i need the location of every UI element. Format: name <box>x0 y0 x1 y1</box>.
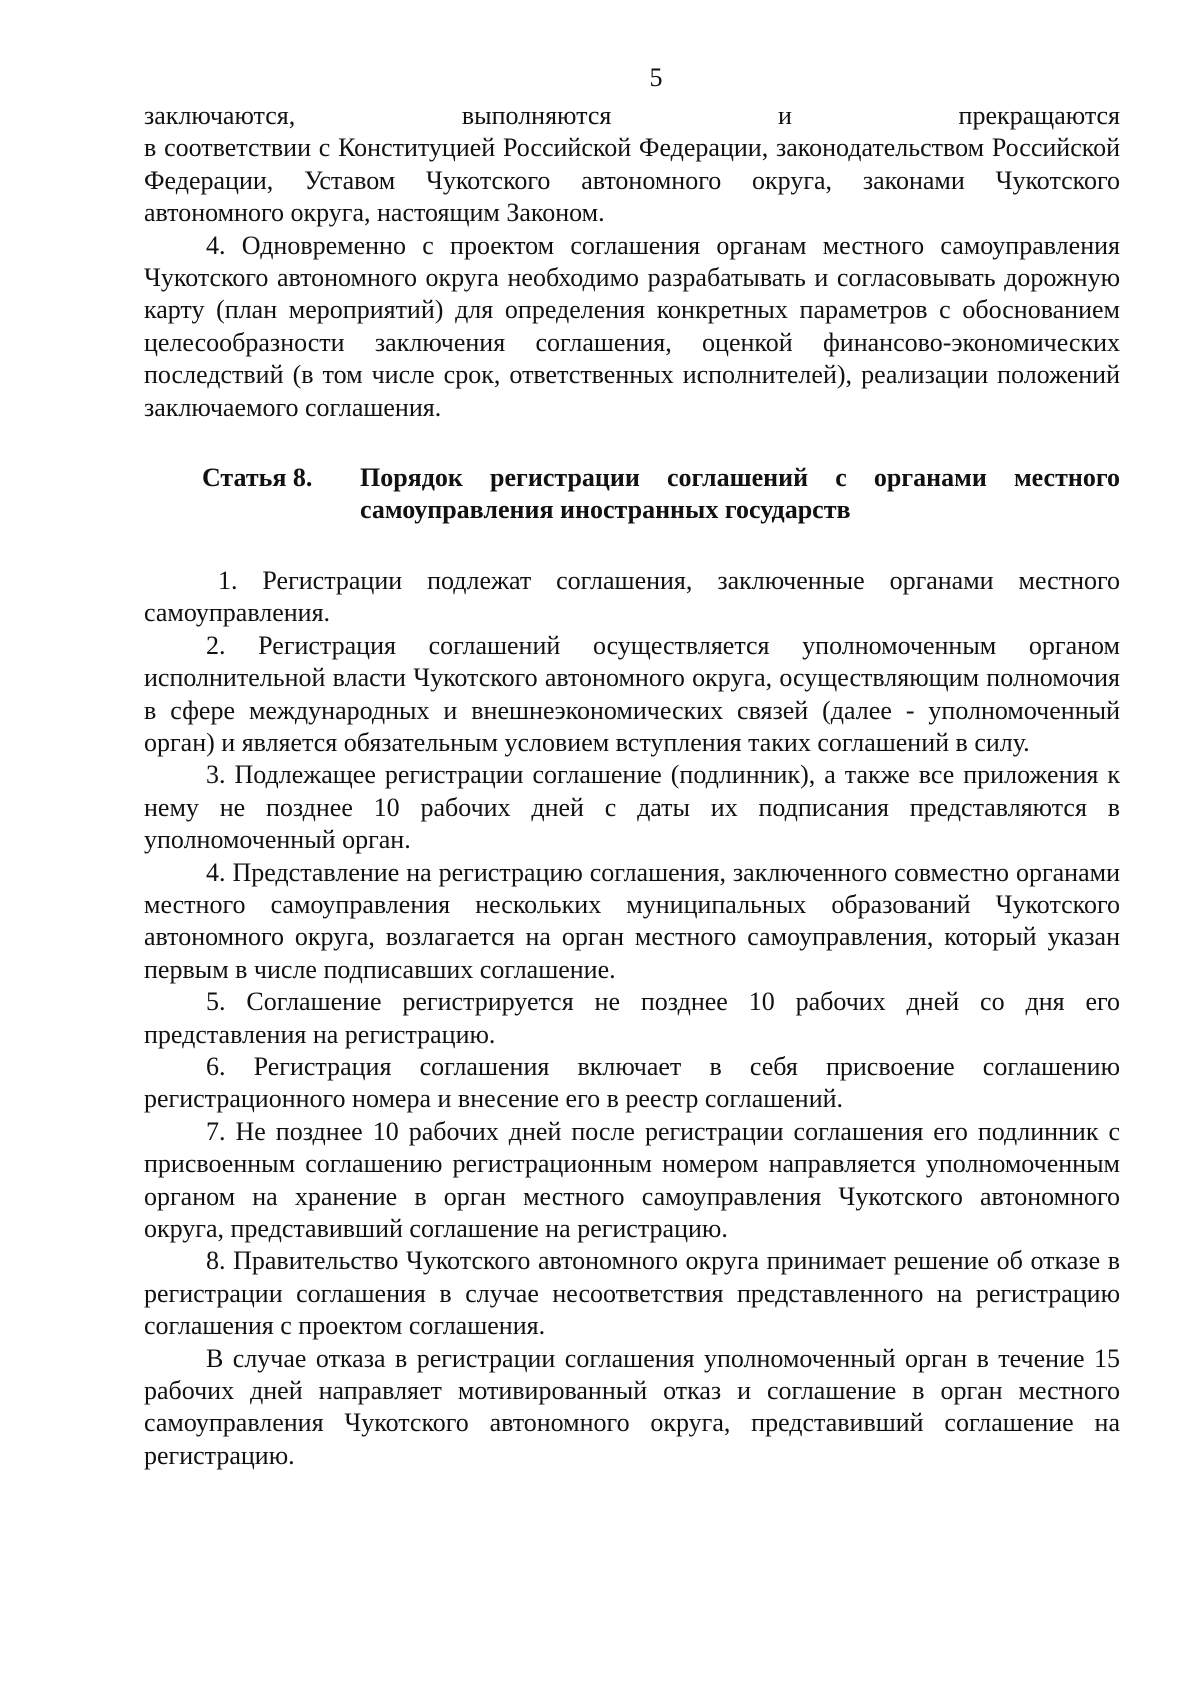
article-paragraph-5: 5. Соглашение регистрируется не позднее 10 рабочих дней со дня его представления на регистрацию. <box>144 987 1120 1049</box>
article-paragraph-2: 2. Регистрация соглашений осуществляется уполномоченным органом исполнительной власти Чукотского автономного округа, осуществляющим полномочия в сфере международных и внешнеэкономических связей (далее - уполномоченный орган) и является обязательным условием вступления таких соглашений в силу. <box>144 630 1120 757</box>
continued-paragraph <box>144 100 1120 230</box>
article-paragraph-1: 1. Регистрации подлежат соглашения, заключенные органами местного самоуправления. <box>144 565 1120 628</box>
article-paragraph-4: 4. Представление на регистрацию соглашения, заключенного совместно органами местного самоуправления нескольких муниципальных образований Чукотского автономного округа, возлагается на орган местного самоуправления, который указан первым в числе подписавших соглашение. <box>144 857 1120 984</box>
article-number: Статья 8. <box>202 463 313 493</box>
page-number: 5 <box>649 63 663 92</box>
article-paragraph-6: 6. Регистрация соглашения включает в себя присвоение соглашению регистрационного номера и внесение его в реестр соглашений. <box>144 1051 1120 1114</box>
article-paragraph-8: 8. Правительство Чукотского автономного округа принимает решение об отказе в регистрации соглашения в случае несоответствия представленного на регистрацию соглашения с проектом соглашения. <box>144 1246 1120 1341</box>
article-title: Порядок регистрации соглашений с органами местного самоуправления иностранных государств <box>360 463 1120 525</box>
document-page <box>144 62 1120 1472</box>
continued-paragraph-first-line: заключаются, выполняются и прекращаются <box>144 101 1120 130</box>
article-paragraph-7: 7. Не позднее 10 рабочих дней после регистрации соглашения его подлинник с присвоенным соглашению регистрационным номером направляется уполномоченным органом на хранение в орган местного самоуправления Чукотского автономного округа, представивший соглашение на регистрацию. <box>144 1116 1120 1243</box>
article-heading <box>144 462 1120 527</box>
article-paragraph-refusal: В случае отказа в регистрации соглашения уполномоченный орган в течение 15 рабочих дней направляет мотивированный отказ и соглашение в орган местного самоуправления Чукотского автономного округа, представивший соглашение на регистрацию. <box>144 1343 1120 1470</box>
continued-paragraph-rest: в соответствии с Конституцией Российской Федерации, законодательством Российской Федерации, Уставом Чукотского автономного округа, законами Чукотского автономного округа, настоящим Законом. <box>144 133 1120 228</box>
previous-article-item-4: 4. Одновременно с проектом соглашения органам местного самоуправления Чукотского автономного округа необходимо разрабатывать и согласовывать дорожную карту (план мероприятий) для определения конкретных параметров с обоснованием целесообразности заключения соглашения, оценкой финансово-экономических последствий (в том числе срок, ответственных исполнителей), реализации положений заключаемого соглашения. <box>144 230 1120 422</box>
article-paragraph-3: 3. Подлежащее регистрации соглашение (подлинник), а также все приложения к нему не позднее 10 рабочих дней с даты их подписания представляются в уполномоченный орган. <box>144 760 1120 855</box>
